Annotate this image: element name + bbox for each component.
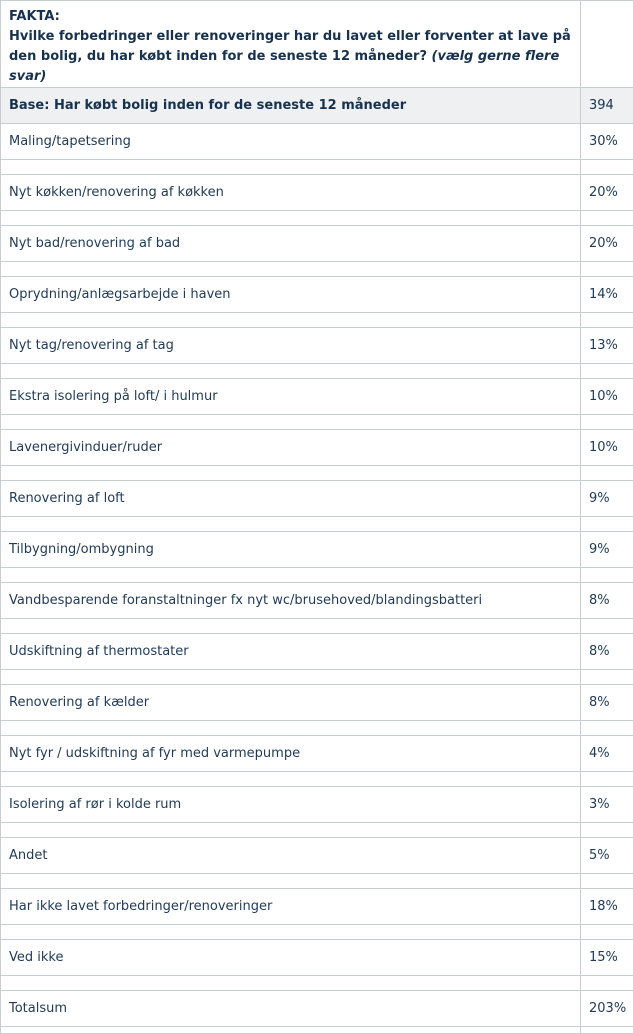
spacer-row: [1, 976, 633, 991]
spacer-cell: [581, 568, 633, 583]
spacer-cell: [1, 517, 581, 532]
spacer-row: [1, 619, 633, 634]
table-header-row: [1, 1, 633, 88]
spacer-cell: [1, 721, 581, 736]
spacer-cell: [1, 568, 581, 583]
row-label: Oprydning/anlægsarbejde i haven: [1, 277, 581, 313]
table-row: [1, 634, 633, 670]
row-value: 13%: [581, 328, 633, 364]
spacer-cell: [581, 925, 633, 940]
row-value: 20%: [581, 226, 633, 262]
spacer-cell: [581, 313, 633, 328]
row-label: Har ikke lavet forbedringer/renoveringer: [1, 889, 581, 925]
table-row: [1, 328, 633, 364]
row-value: 10%: [581, 430, 633, 466]
row-label: Tilbygning/ombygning: [1, 532, 581, 568]
table-row: [1, 685, 633, 721]
table-row: [1, 889, 633, 925]
row-value: 4%: [581, 736, 633, 772]
row-label: Lavenergivinduer/ruder: [1, 430, 581, 466]
row-value: 20%: [581, 175, 633, 211]
question-cell: [1, 1, 581, 88]
table-row: [1, 379, 633, 415]
table-row: [1, 787, 633, 823]
spacer-cell: [581, 262, 633, 277]
spacer-row: [1, 823, 633, 838]
spacer-cell: [581, 1027, 633, 1034]
spacer-row: [1, 517, 633, 532]
spacer-cell: [1, 619, 581, 634]
spacer-cell: [1, 874, 581, 889]
spacer-cell: [581, 415, 633, 430]
table-row: [1, 481, 633, 517]
row-label: Ekstra isolering på loft/ i hulmur: [1, 379, 581, 415]
spacer-cell: [581, 517, 633, 532]
spacer-cell: [1, 772, 581, 787]
spacer-row: [1, 772, 633, 787]
row-label: Udskiftning af thermostater: [1, 634, 581, 670]
row-label: Ved ikke: [1, 940, 581, 976]
row-label: Nyt køkken/renovering af køkken: [1, 175, 581, 211]
row-value: 8%: [581, 583, 633, 619]
spacer-row: [1, 721, 633, 736]
spacer-cell: [581, 670, 633, 685]
total-row: [1, 991, 633, 1027]
spacer-cell: [1, 925, 581, 940]
row-label: Isolering af rør i kolde rum: [1, 787, 581, 823]
row-label: Nyt bad/renovering af bad: [1, 226, 581, 262]
spacer-cell: [581, 772, 633, 787]
row-label: Nyt tag/renovering af tag: [1, 328, 581, 364]
table-row: [1, 124, 633, 160]
row-label: Maling/tapetsering: [1, 124, 581, 160]
spacer-cell: [581, 976, 633, 991]
row-value: 9%: [581, 532, 633, 568]
table-row: [1, 736, 633, 772]
spacer-row: [1, 364, 633, 379]
spacer-cell: [1, 823, 581, 838]
spacer-cell: [1, 211, 581, 226]
spacer-cell: [581, 364, 633, 379]
row-label: Renovering af loft: [1, 481, 581, 517]
table-row: [1, 940, 633, 976]
spacer-row: [1, 262, 633, 277]
table-row: [1, 226, 633, 262]
spacer-cell: [1, 466, 581, 481]
spacer-cell: [1, 364, 581, 379]
spacer-cell: [1, 160, 581, 175]
spacer-row: [1, 415, 633, 430]
table-row: [1, 583, 633, 619]
spacer-cell: [1, 415, 581, 430]
spacer-cell: [581, 619, 633, 634]
spacer-cell: [581, 874, 633, 889]
row-value: 10%: [581, 379, 633, 415]
header-empty-cell: [581, 1, 633, 88]
row-value: 14%: [581, 277, 633, 313]
spacer-row: [1, 670, 633, 685]
total-value: 203%: [581, 991, 633, 1027]
base-label: Base: Har købt bolig inden for de seneste 12 måneder: [1, 88, 581, 124]
spacer-cell: [581, 211, 633, 226]
question-main: Hvilke forbedringer eller renoveringer har du lavet eller forventer at lave på den bolig, du har købt inden for de seneste 12 måneder?: [9, 29, 571, 64]
row-value: 8%: [581, 685, 633, 721]
spacer-cell: [581, 823, 633, 838]
row-value: 8%: [581, 634, 633, 670]
spacer-cell: [581, 466, 633, 481]
base-row: [1, 88, 633, 124]
row-value: 5%: [581, 838, 633, 874]
row-value: 9%: [581, 481, 633, 517]
spacer-cell: [1, 976, 581, 991]
table-row: [1, 838, 633, 874]
spacer-cell: [1, 670, 581, 685]
spacer-row: [1, 874, 633, 889]
spacer-cell: [1, 1027, 581, 1034]
question-note: (vælg gerne flere svar): [9, 49, 559, 84]
spacer-row: [1, 160, 633, 175]
spacer-row: [1, 1027, 633, 1034]
spacer-row: [1, 466, 633, 481]
table-row: [1, 175, 633, 211]
spacer-cell: [581, 160, 633, 175]
spacer-row: [1, 313, 633, 328]
row-label: Andet: [1, 838, 581, 874]
spacer-cell: [581, 721, 633, 736]
base-value: 394: [581, 88, 633, 124]
spacer-row: [1, 925, 633, 940]
row-value: 18%: [581, 889, 633, 925]
row-value: 3%: [581, 787, 633, 823]
row-label: Renovering af kælder: [1, 685, 581, 721]
spacer-row: [1, 211, 633, 226]
table-row: [1, 532, 633, 568]
row-value: 30%: [581, 124, 633, 160]
question-text: [9, 27, 572, 87]
spacer-cell: [1, 262, 581, 277]
spacer-row: [1, 568, 633, 583]
row-label: Nyt fyr / udskiftning af fyr med varmepumpe: [1, 736, 581, 772]
table-row: [1, 277, 633, 313]
spacer-cell: [1, 313, 581, 328]
fakta-label: FAKTA:: [9, 7, 572, 27]
total-label: Totalsum: [1, 991, 581, 1027]
row-value: 15%: [581, 940, 633, 976]
row-label: Vandbesparende foranstaltninger fx nyt wc/brusehoved/blandingsbatteri: [1, 583, 581, 619]
table-row: [1, 430, 633, 466]
